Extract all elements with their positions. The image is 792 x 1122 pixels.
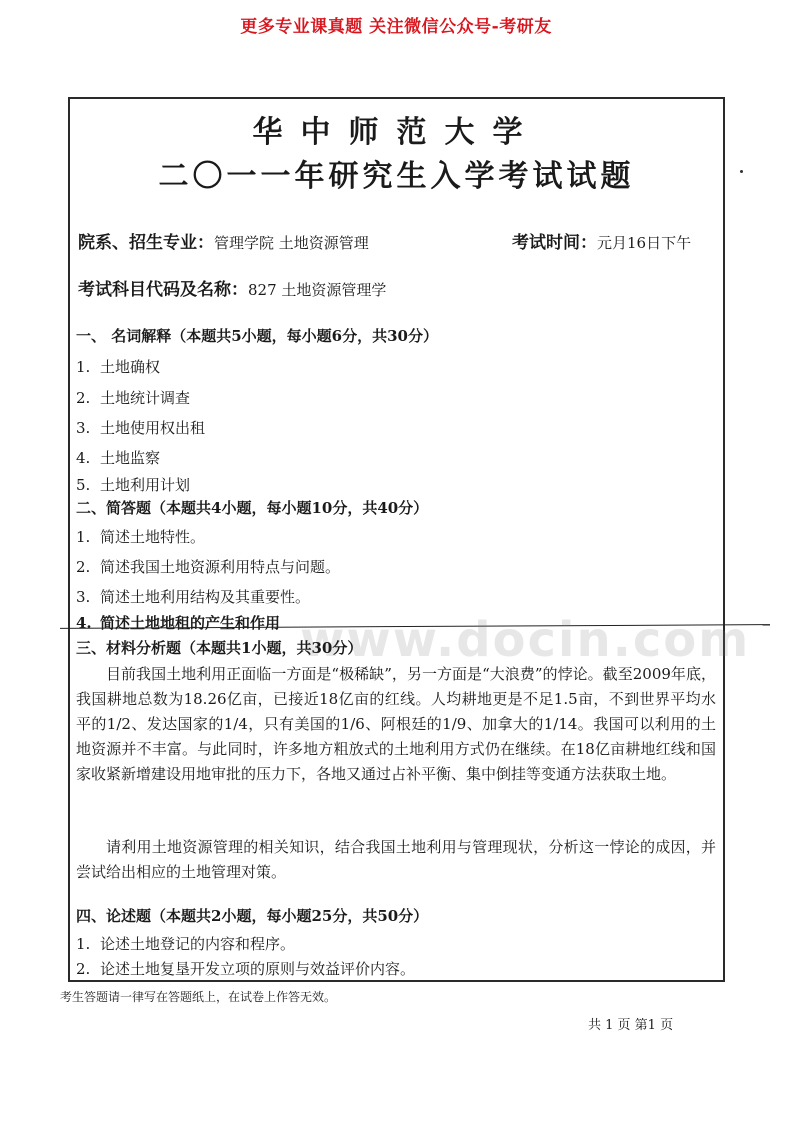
subject-label: 考试科目代码及名称： [78, 280, 248, 300]
section-3-title: 三、材料分析题（本题共1小题，共30分） [76, 639, 363, 657]
dept-label: 院系、招生专业： [78, 233, 214, 253]
section-4-title: 四、论述题（本题共2小题，每小题25分，共50分） [76, 907, 429, 925]
list-item: 1. 简述土地特性。 [76, 528, 206, 546]
university-name: 华中师范大学 [252, 115, 541, 150]
answer-instruction: 考生答题请一律写在答题纸上，在试卷上作答无效。 [60, 990, 337, 1004]
question-paragraph: 请利用土地资源管理的相关知识，结合我国土地利用与管理现状，分析这一悖论的成因，并尝试给出相应的土地管理对策。 [76, 838, 716, 881]
page-number: 共 1 页 第1 页 [588, 1018, 674, 1033]
list-item: 4. 简述土地地租的产生和作用 [76, 614, 281, 632]
material-paragraph: 目前我国土地利用正面临一方面是“极稀缺”，另一方面是“大浪费”的悖论。截至2009年底，我国耕地总数为18.26亿亩，已接近18亿亩的红线。人均耕地更是不足1.5亩，不到世界平均水平的1/2、发达国家的1/4，只有美国的1/6、阿根廷的1/9、加拿大的1/14。我国可以利用的土地资源并不丰富。与此同时，许多地方粗放式的土地利用方式仍在继续。在18亿亩耕地红线和国家收紧新增建设用地审批的压力下，各地又通过占补平衡、集中倒挂等变通方法获取土地。 [76, 665, 716, 783]
promo-banner: 更多专业课真题 关注微信公众号-考研友 [240, 17, 552, 37]
subject-value: 827 土地资源管理学 [248, 281, 387, 299]
material-text [76, 662, 716, 787]
watermark: www.docin.com [300, 612, 751, 668]
list-item: 3. 土地使用权出租 [76, 419, 206, 437]
list-item: 2. 土地统计调查 [76, 389, 191, 407]
dept-row [78, 228, 369, 253]
time-label: 考试时间： [512, 233, 597, 253]
scan-speck [740, 170, 743, 173]
list-item: 1. 论述土地登记的内容和程序。 [76, 935, 296, 953]
section-2-title: 二、简答题（本题共4小题，每小题10分，共40分） [76, 499, 429, 517]
dept-value: 管理学院 土地资源管理 [214, 234, 369, 252]
list-item: 2. 简述我国土地资源利用特点与问题。 [76, 558, 341, 576]
question-text [76, 835, 716, 885]
list-item: 4. 土地监察 [76, 449, 161, 467]
subject-row [78, 275, 386, 300]
section-1-title: 一、 名词解释（本题共5小题，每小题6分，共30分） [76, 327, 438, 345]
time-value: 元月16日下午 [597, 234, 692, 252]
list-item: 5. 土地利用计划 [76, 476, 191, 494]
list-item: 2. 论述土地复垦开发立项的原则与效益评价内容。 [76, 960, 416, 978]
list-item: 3. 简述土地利用结构及其重要性。 [76, 588, 311, 606]
exam-title: 二〇一一年研究生入学考试试题 [158, 159, 635, 194]
time-row [512, 228, 691, 253]
list-item: 1. 土地确权 [76, 358, 161, 376]
